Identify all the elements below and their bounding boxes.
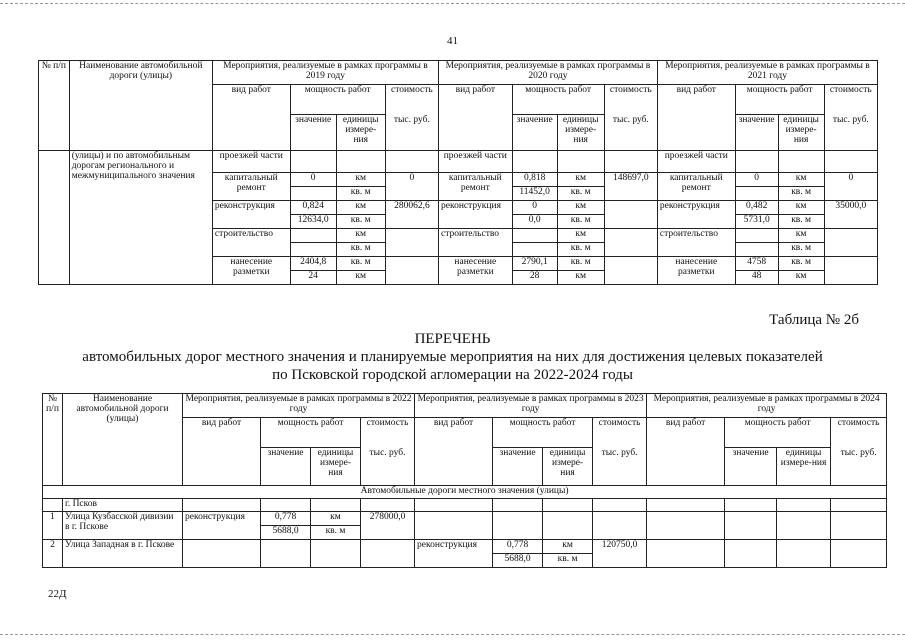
cost-cell — [824, 229, 877, 257]
unit-cell: км — [557, 229, 604, 243]
road-name: Улица Западная в г. Пскове — [63, 540, 183, 568]
units-header: единицы измере-ния — [543, 448, 593, 486]
unit-cell: кв. м — [778, 257, 824, 271]
cost-cell: 278000,0 — [361, 512, 415, 540]
capacity-header: мощность работ — [290, 85, 385, 115]
section-header: Автомобильные дороги местного значения (улицы) — [43, 486, 887, 499]
value-header: значение — [290, 115, 336, 151]
rub-header: тыс. руб. — [361, 448, 415, 486]
work-type-header: вид работ — [415, 418, 493, 448]
value-header: значение — [725, 448, 777, 486]
work-type-header: вид работ — [183, 418, 261, 448]
title-line-1: ПЕРЕЧЕНЬ — [414, 331, 491, 347]
road-name-cell: (улицы) и по автомобильным дорогам регионального и межмуниципального значения — [69, 151, 212, 285]
work-type: проезжей части — [439, 151, 513, 173]
work-type-header: вид работ — [657, 85, 735, 115]
unit-cell: кв. м — [557, 215, 604, 229]
bottom-scan-edge — [0, 634, 905, 635]
unit-cell: кв. м — [557, 187, 604, 201]
cost-header: стоимость — [831, 418, 887, 448]
rub-header: тыс. руб. — [824, 115, 877, 151]
period-2023: Мероприятия, реализуемые в рамках программы в 2023 году — [415, 394, 647, 418]
value-cell — [735, 187, 778, 201]
top-scan-edge — [0, 3, 905, 4]
cost-cell: 0 — [385, 173, 438, 201]
cost-header: стоимость — [593, 418, 647, 448]
unit-cell: км — [336, 229, 385, 243]
work-type: нанесение разметки — [657, 257, 735, 285]
cost-cell — [604, 257, 657, 285]
value-cell: 12634,0 — [290, 215, 336, 229]
unit-cell: кв. м — [778, 243, 824, 257]
unit-cell: км — [557, 271, 604, 285]
value-header: значение — [512, 115, 557, 151]
unit-cell: км — [778, 201, 824, 215]
unit-cell: км — [778, 173, 824, 187]
col-no-header: № п/п — [43, 394, 63, 486]
cost-header: стоимость — [604, 85, 657, 115]
work-type: проезжей части — [657, 151, 735, 173]
rub-header: тыс. руб. — [604, 115, 657, 151]
value-cell: 2790,1 — [512, 257, 557, 271]
value-cell: 0 — [290, 173, 336, 187]
cost-cell — [604, 201, 657, 229]
unit-cell: кв. м — [336, 257, 385, 271]
capacity-header: мощность работ — [725, 418, 831, 448]
row-number: 1 — [43, 512, 63, 540]
work-type: реконструкция — [439, 201, 513, 229]
value-cell: 48 — [735, 271, 778, 285]
value-header: значение — [735, 115, 778, 151]
unit-cell: км — [543, 540, 593, 554]
work-type-header: вид работ — [212, 85, 290, 115]
value-cell: 0,778 — [261, 512, 311, 526]
footer-code: 22Д — [48, 588, 67, 600]
work-type: реконструкция — [415, 540, 493, 568]
cost-cell — [604, 229, 657, 257]
period-2020: Мероприятия, реализуемые в рамках программы в 2020 году — [439, 61, 658, 85]
value-cell: 0,824 — [290, 201, 336, 215]
units-header: единицы измере-ния — [557, 115, 604, 151]
units-header: единицы измере-ния — [311, 448, 361, 486]
cost-cell — [385, 257, 438, 285]
cost-cell — [385, 229, 438, 257]
work-type: строительство — [212, 229, 290, 257]
col-road-header: Наименование автомобильной дороги (улицы) — [69, 61, 212, 151]
table-row — [43, 540, 887, 554]
unit-cell: кв. м — [336, 215, 385, 229]
capacity-header: мощность работ — [493, 418, 593, 448]
unit-cell: км — [336, 271, 385, 285]
unit-cell: км — [336, 173, 385, 187]
unit-cell: кв. м — [336, 243, 385, 257]
work-type-header: вид работ — [439, 85, 513, 115]
value-header: значение — [493, 448, 543, 486]
table-2019-2021 — [38, 60, 878, 285]
work-type-header: вид работ — [647, 418, 725, 448]
capacity-header: мощность работ — [735, 85, 824, 115]
value-cell: 0 — [512, 201, 557, 215]
table-2022-2024 — [42, 393, 887, 568]
value-cell: 0,778 — [493, 540, 543, 554]
value-cell: 24 — [290, 271, 336, 285]
road-name: Улица Кузбасской дивизии в г. Пскове — [63, 512, 183, 540]
work-type: капитальный ремонт — [657, 173, 735, 201]
value-cell: 2404,8 — [290, 257, 336, 271]
unit-cell: кв. м — [557, 243, 604, 257]
cost-header: стоимость — [361, 418, 415, 448]
unit-cell: кв. м — [311, 526, 361, 540]
value-cell: 5731,0 — [735, 215, 778, 229]
unit-cell: км — [778, 229, 824, 243]
page-number: 41 — [447, 35, 458, 47]
unit-cell: км — [557, 173, 604, 187]
cost-header: стоимость — [824, 85, 877, 115]
period-2019: Мероприятия, реализуемые в рамках программы в 2019 году — [212, 61, 438, 85]
rub-header: тыс. руб. — [385, 115, 438, 151]
value-cell: 4758 — [735, 257, 778, 271]
cost-header: стоимость — [385, 85, 438, 115]
work-type: реконструкция — [212, 201, 290, 229]
cost-cell: 35000,0 — [824, 201, 877, 229]
work-type: капитальный ремонт — [212, 173, 290, 201]
blank-cell — [657, 115, 735, 151]
work-type: строительство — [439, 229, 513, 257]
value-cell — [290, 229, 336, 243]
value-cell: 28 — [512, 271, 557, 285]
value-cell: 11452,0 — [512, 187, 557, 201]
work-type: нанесение разметки — [439, 257, 513, 285]
row-number: 2 — [43, 540, 63, 568]
work-type: реконструкция — [657, 201, 735, 229]
col-road-header: Наименование автомобильной дороги (улицы) — [63, 394, 183, 486]
table-label: Таблица № 2б — [769, 312, 859, 328]
value-header: значение — [261, 448, 311, 486]
unit-cell: км — [311, 512, 361, 526]
work-type: реконструкция — [183, 512, 261, 540]
blank-cell — [439, 115, 513, 151]
unit-cell: кв. м — [336, 187, 385, 201]
value-cell — [290, 187, 336, 201]
unit-cell: км — [336, 201, 385, 215]
work-type: строительство — [657, 229, 735, 257]
blank-cell — [39, 151, 70, 285]
unit-cell: кв. м — [778, 215, 824, 229]
value-cell: 0,482 — [735, 201, 778, 215]
value-cell — [735, 229, 778, 243]
cost-cell: 280062,6 — [385, 201, 438, 229]
work-type: капитальный ремонт — [439, 173, 513, 201]
cost-cell: 0 — [824, 173, 877, 201]
rub-header: тыс. руб. — [831, 448, 887, 486]
units-header: единицы измере-ния — [336, 115, 385, 151]
value-cell: 5688,0 — [261, 526, 311, 540]
work-type: нанесение разметки — [212, 257, 290, 285]
rub-header: тыс. руб. — [593, 448, 647, 486]
units-header: единицы измере-ния — [777, 448, 831, 486]
period-2024: Мероприятия, реализуемые в рамках программы в 2024 году — [647, 394, 887, 418]
value-cell: 0,818 — [512, 173, 557, 187]
unit-cell: км — [778, 271, 824, 285]
capacity-header: мощность работ — [261, 418, 361, 448]
value-cell: 5688,0 — [493, 554, 543, 568]
city-cell: г. Псков — [63, 499, 183, 512]
cost-cell — [824, 257, 877, 285]
units-header: единицы измере-ния — [778, 115, 824, 151]
table-row — [43, 512, 887, 526]
unit-cell: км — [557, 201, 604, 215]
title-line-3: по Псковской городской агломерации на 2022-2024 годы — [272, 367, 633, 383]
period-2022: Мероприятия, реализуемые в рамках программы в 2022 году — [183, 394, 415, 418]
title-line-2: автомобильных дорог местного значения и планируемые мероприятия на них для достижения целевых показателей — [82, 349, 823, 365]
value-cell: 0 — [735, 173, 778, 187]
col-no-header: № п/п — [39, 61, 70, 151]
unit-cell: кв. м — [778, 187, 824, 201]
value-cell: 0,0 — [512, 215, 557, 229]
unit-cell: кв. м — [557, 257, 604, 271]
capacity-header: мощность работ — [512, 85, 604, 115]
period-2021: Мероприятия, реализуемые в рамках программы в 2021 году — [657, 61, 877, 85]
cost-cell: 120750,0 — [593, 540, 647, 568]
blank-cell — [212, 115, 290, 151]
value-cell — [512, 229, 557, 243]
cost-cell: 148697,0 — [604, 173, 657, 201]
work-type: проезжей части — [212, 151, 290, 173]
unit-cell: кв. м — [543, 554, 593, 568]
